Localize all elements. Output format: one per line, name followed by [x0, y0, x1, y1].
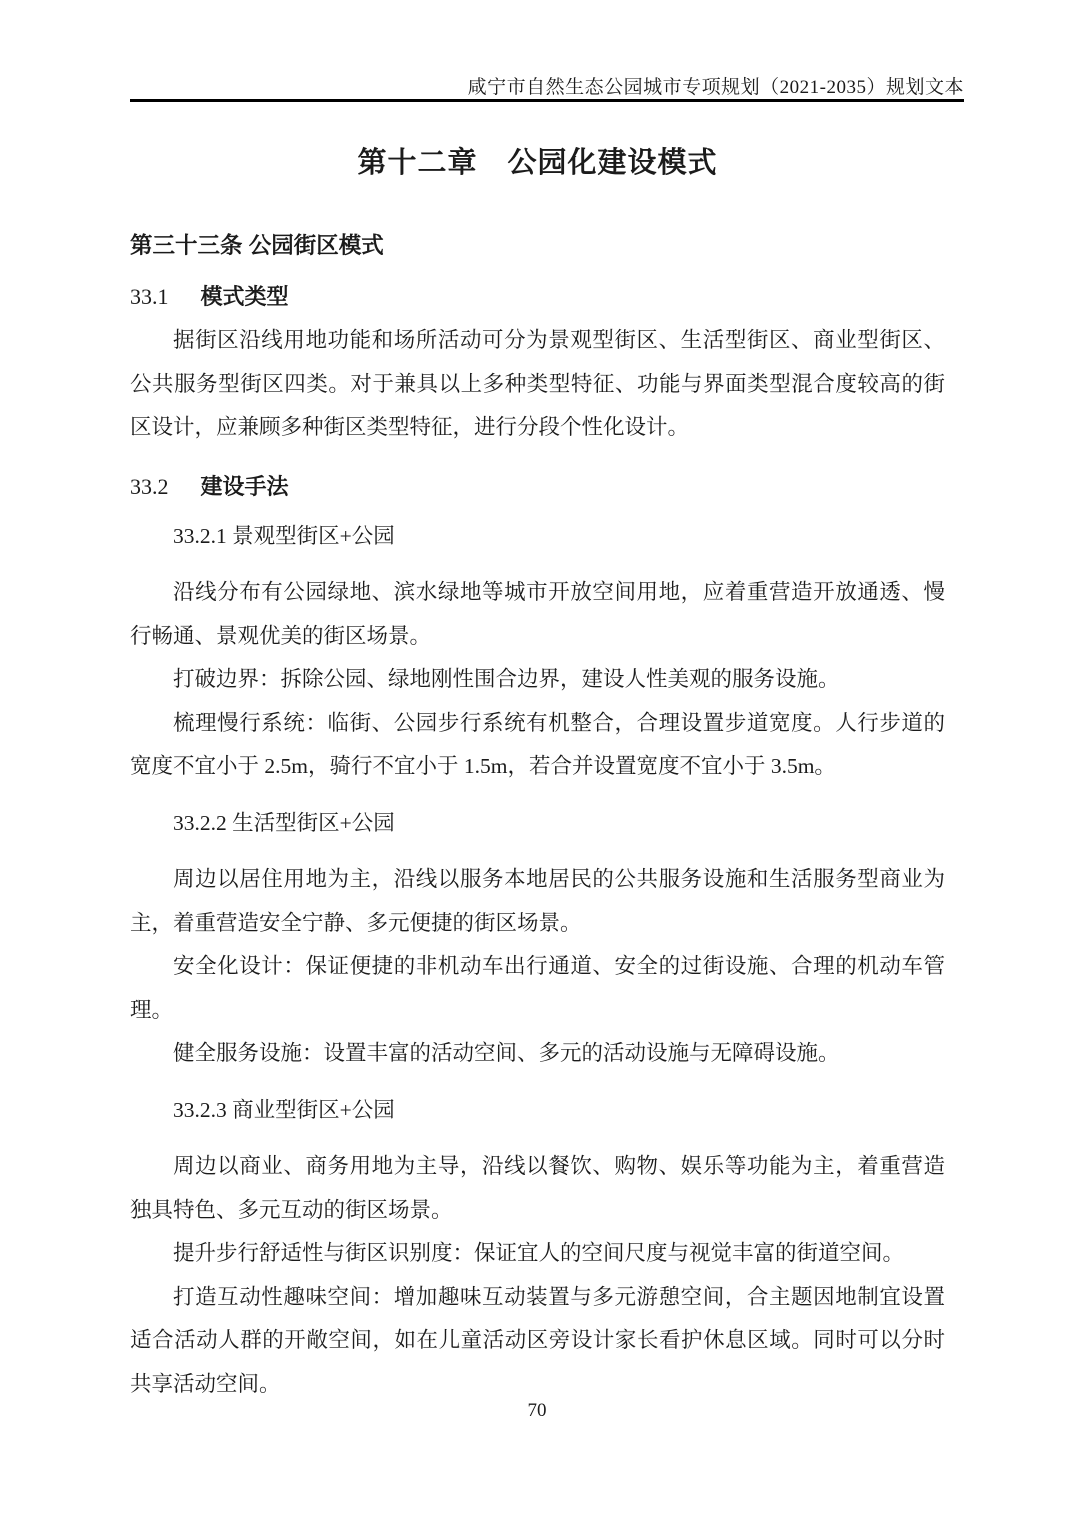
running-header: 咸宁市自然生态公园城市专项规划（2021-2035）规划文本	[467, 77, 964, 98]
section-33-1-body	[130, 319, 945, 450]
paragraph: 打破边界：拆除公园、绿地刚性围合边界，建设人性美观的服务设施。	[173, 667, 840, 691]
subsection-heading-33-2-2: 33.2.2 生活型街区+公园	[173, 810, 395, 835]
paragraph: 据街区沿线用地功能和场所活动可分为景观型街区、生活型街区、商业型街区、公共服务型街区四类。对于兼具以上多种类型特征、功能与界面类型混合度较高的街区设计，应兼顾多种街区类型特征，进行分段个性化设计。	[130, 328, 945, 439]
paragraph: 打造互动性趣味空间：增加趣味互动装置与多元游憩空间，合主题因地制宜设置适合活动人群的开敞空间，如在儿童活动区旁设计家长看护休息区域。同时可以分时共享活动空间。	[130, 1284, 945, 1396]
subsection-33-2-1-body	[130, 571, 945, 789]
subsection-33-2-3-body	[130, 1145, 945, 1406]
paragraph: 健全服务设施：设置丰富的活动空间、多元的活动设施与无障碍设施。	[173, 1041, 840, 1065]
paragraph: 安全化设计：保证便捷的非机动车出行通道、安全的过街设施、合理的机动车管理。	[130, 954, 945, 1022]
section-number: 33.2	[130, 473, 169, 499]
section-heading-33-1	[130, 282, 945, 312]
section-heading-33-2	[130, 472, 945, 502]
paragraph: 提升步行舒适性与街区识别度：保证宜人的空间尺度与视觉丰富的街道空间。	[173, 1241, 905, 1265]
section-number: 33.1	[130, 284, 169, 309]
section-title: 模式类型	[200, 284, 289, 309]
subsection-heading-33-2-1: 33.2.1 景观型街区+公园	[173, 523, 395, 548]
subsection-33-2-2-body	[130, 858, 945, 1076]
document-body	[130, 126, 945, 1406]
article-heading: 第三十三条 公园街区模式	[130, 233, 384, 258]
section-title: 建设手法	[200, 473, 289, 499]
paragraph: 周边以商业、商务用地为主导，沿线以餐饮、购物、娱乐等功能为主，着重营造独具特色、多元互动的街区场景。	[130, 1154, 945, 1222]
paragraph: 周边以居住用地为主，沿线以服务本地居民的公共服务设施和生活服务型商业为主，着重营造安全宁静、多元便捷的街区场景。	[130, 867, 945, 935]
chapter-title: 第十二章 公园化建设模式	[357, 147, 718, 179]
subsection-heading-33-2-3: 33.2.3 商业型街区+公园	[173, 1097, 395, 1122]
page-number: 70	[527, 1400, 547, 1421]
paragraph: 沿线分布有公园绿地、滨水绿地等城市开放空间用地，应着重营造开放通透、慢行畅通、景观优美的街区场景。	[130, 580, 945, 648]
header-rule	[130, 99, 964, 102]
paragraph: 梳理慢行系统：临街、公园步行系统有机整合，合理设置步道宽度。人行步道的宽度不宜小于 2.5m，骑行不宜小于 1.5m，若合并设置宽度不宜小于 3.5m。	[130, 710, 945, 778]
